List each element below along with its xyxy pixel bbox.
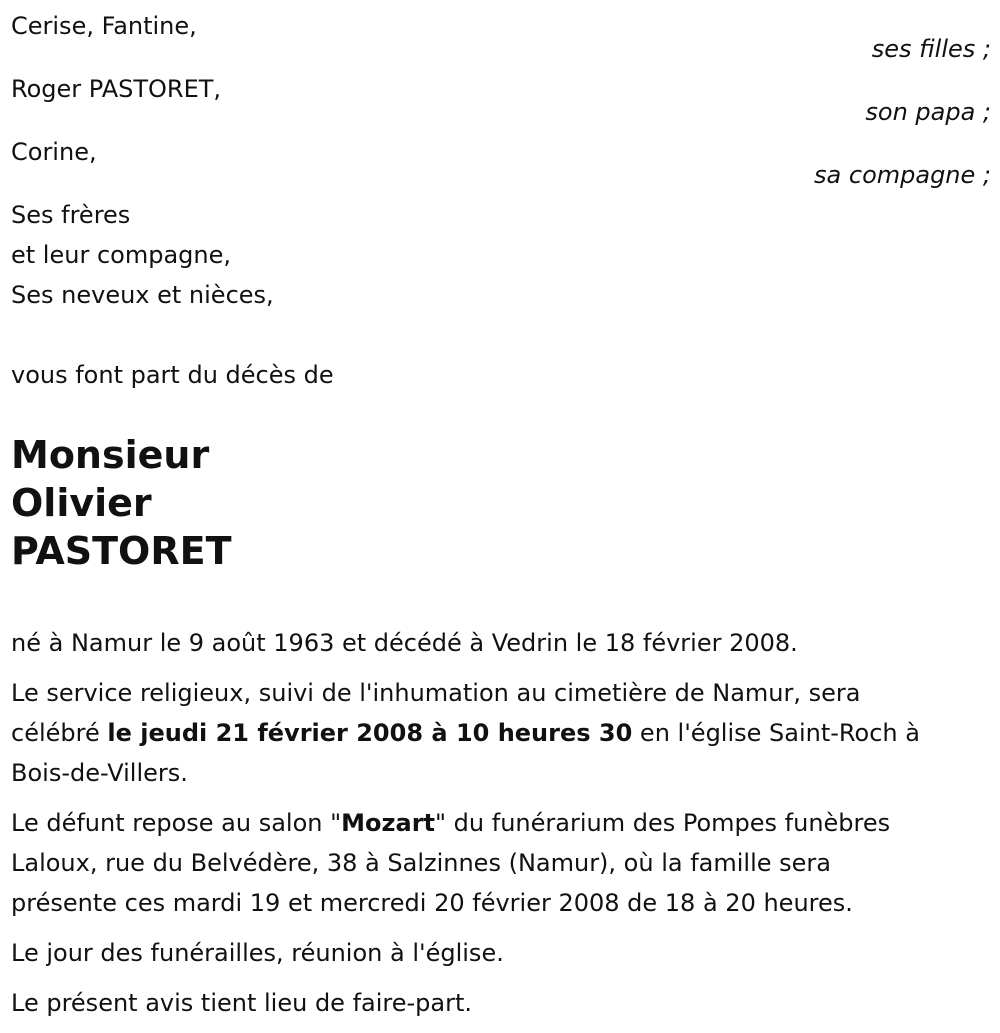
rest-paragraph: [11, 803, 991, 923]
rest-text: " du funérarium des Pompes funèbres: [435, 809, 891, 837]
relative-entry: [11, 6, 991, 69]
relative-entry: [11, 69, 991, 132]
rest-text: Le défunt repose au salon ": [11, 809, 342, 837]
service-paragraph: [11, 673, 991, 793]
announcement-text: vous font part du décès de: [11, 361, 334, 389]
deceased-title: Monsieur: [11, 433, 210, 477]
relative-names: Cerise, Fantine,: [11, 12, 197, 40]
rest-line: [11, 803, 991, 843]
family-line: Ses neveux et nièces,: [11, 281, 274, 309]
obituary-notice: [11, 6, 991, 1033]
relative-names: Roger PASTORET,: [11, 75, 222, 103]
meeting-paragraph: [11, 933, 991, 973]
relative-role: ses filles ;: [871, 35, 991, 63]
service-line: Le service religieux, suivi de l'inhumation au cimetière de Namur, sera: [11, 679, 861, 707]
birth-death-paragraph: [11, 623, 991, 663]
service-line: Bois-de-Villers.: [11, 759, 188, 787]
service-date: le jeudi 21 février 2008 à 10 heures 30: [107, 719, 633, 747]
relative-role: sa compagne ;: [814, 161, 991, 189]
notice-text: Le présent avis tient lieu de faire-part.: [11, 989, 473, 1017]
salon-name: Mozart: [341, 809, 436, 837]
deceased-first-name: Olivier: [11, 481, 152, 525]
relative-role: son papa ;: [865, 98, 991, 126]
service-line: [11, 713, 991, 753]
meeting-text: Le jour des funérailles, réunion à l'église.: [11, 939, 504, 967]
family-line: et leur compagne,: [11, 241, 231, 269]
deceased-name: [11, 431, 991, 575]
rest-line: Laloux, rue du Belvédère, 38 à Salzinnes (Namur), où la famille sera: [11, 849, 831, 877]
notice-paragraph: [11, 983, 991, 1023]
service-text: célébré: [11, 719, 108, 747]
relative-names: Corine,: [11, 138, 97, 166]
extended-family: [11, 195, 991, 315]
deceased-last-name: PASTORET: [11, 529, 232, 573]
family-line: Ses frères: [11, 201, 131, 229]
service-text: en l'église Saint-Roch à: [632, 719, 920, 747]
birth-death-text: né à Namur le 9 août 1963 et décédé à Vedrin le 18 février 2008.: [11, 629, 798, 657]
relative-entry: [11, 132, 991, 195]
notice-body: [11, 623, 991, 1023]
rest-line: présente ces mardi 19 et mercredi 20 février 2008 de 18 à 20 heures.: [11, 889, 853, 917]
